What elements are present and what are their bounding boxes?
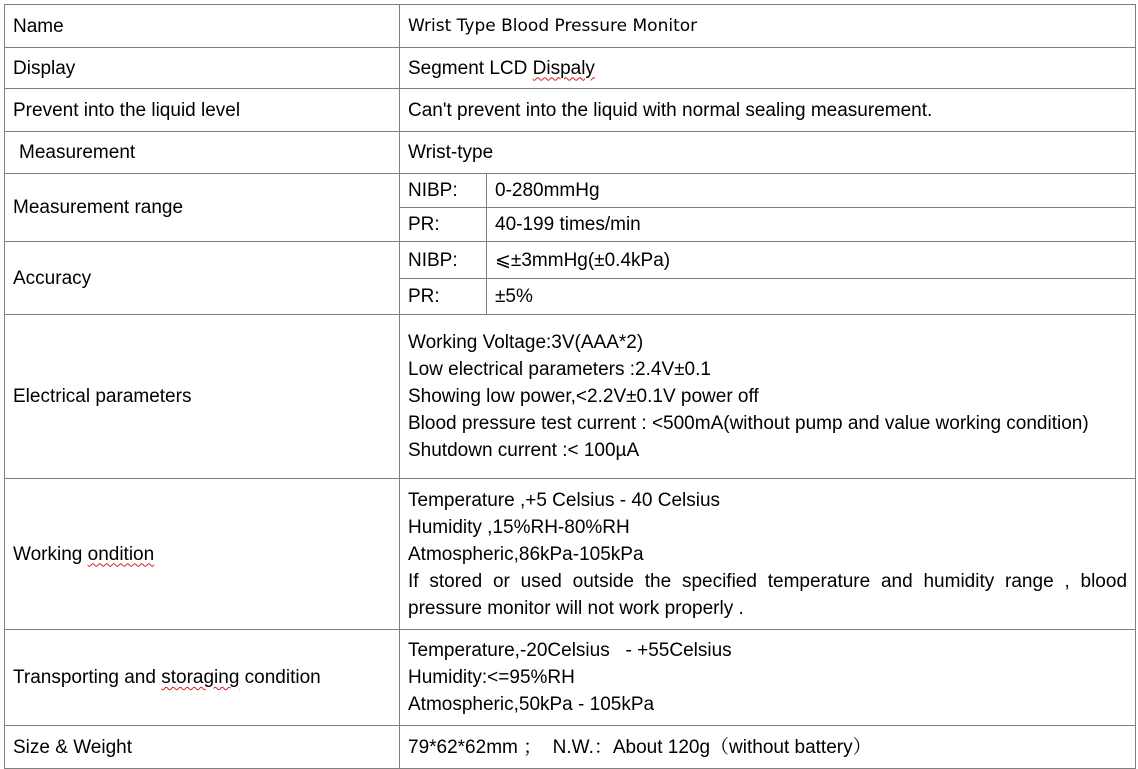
label-measurement: Measurement [5, 132, 400, 174]
value-measurement: Wrist-type [400, 132, 1136, 174]
label-measurement-range: Measurement range [5, 174, 400, 242]
value-electrical [400, 315, 1136, 479]
label-working-misspelled: ondition [87, 543, 155, 565]
label-prevent-liquid: Prevent into the liquid level [5, 89, 400, 132]
label-transport [5, 630, 400, 726]
value-working-condition [400, 479, 1136, 630]
table-row-electrical [5, 315, 1136, 479]
key-accuracy-nibp: NIBP: [400, 242, 487, 279]
value-display-prefix: Segment LCD [408, 57, 533, 79]
table-row-display [5, 48, 1136, 89]
electrical-line: Low electrical parameters :2.4V±0.1 [408, 359, 711, 380]
label-accuracy: Accuracy [5, 242, 400, 315]
table-row-transport [5, 630, 1136, 726]
electrical-line: Working Voltage:3V(AAA*2) [408, 332, 644, 353]
working-line: Humidity ,15%RH-80%RH [408, 516, 630, 538]
table-row-working-condition [5, 479, 1136, 630]
electrical-line: Shutdown current :< 100µA [408, 440, 640, 461]
value-accuracy-pr: ±5% [487, 279, 1136, 315]
transport-line: Atmospheric,50kPa - 105kPa [408, 694, 655, 715]
label-working-prefix: Working [13, 543, 88, 565]
electrical-line: Blood pressure test current : <500mA(without pump and value working condition) [408, 413, 1089, 434]
value-display-misspelled: Dispaly [532, 57, 595, 79]
value-range-pr: 40-199 times/min [487, 208, 1136, 242]
value-prevent-liquid: Can't prevent into the liquid with normal sealing measurement. [400, 89, 1136, 132]
label-size-weight: Size & Weight [5, 726, 400, 769]
electrical-line: Showing low power,<2.2V±0.1V power off [408, 386, 759, 407]
transport-line: Temperature,-20Celsius - +55Celsius [408, 640, 732, 661]
working-line: Temperature ,+5 Celsius - 40 Celsius [408, 489, 721, 511]
table-row-measurement [5, 132, 1136, 174]
key-accuracy-pr: PR: [400, 279, 487, 315]
label-electrical: Electrical parameters [5, 315, 400, 479]
label-transport-misspelled: storaging [161, 667, 240, 688]
working-line: If stored or used outside the specified temperature and humidity range , blood pressure monitor will not work properly . [408, 570, 1128, 619]
value-display [400, 48, 1136, 89]
value-name: Wrist Type Blood Pressure Monitor [400, 5, 1136, 48]
label-name: Name [5, 5, 400, 48]
value-range-nibp: 0-280mmHg [487, 174, 1136, 208]
label-display: Display [5, 48, 400, 89]
spec-table [4, 4, 1136, 769]
label-transport-suffix: condition [239, 667, 321, 688]
value-transport [400, 630, 1136, 726]
value-accuracy-nibp: ⩽±3mmHg(±0.4kPa) [487, 242, 1136, 279]
key-range-pr: PR: [400, 208, 487, 242]
transport-line: Humidity:<=95%RH [408, 667, 575, 688]
working-line: Atmospheric,86kPa-105kPa [408, 543, 644, 565]
key-range-nibp: NIBP: [400, 174, 487, 208]
table-row-prevent-liquid [5, 89, 1136, 132]
table-row-name [5, 5, 1136, 48]
label-working-condition [5, 479, 400, 630]
table-row-size-weight [5, 726, 1136, 769]
value-size-weight: 79*62*62mm ； N.W.：About 120g（without battery） [400, 726, 1136, 769]
table-row-measurement-range-nibp [5, 174, 1136, 208]
table-row-accuracy-nibp [5, 242, 1136, 279]
label-transport-prefix: Transporting and [13, 667, 162, 688]
